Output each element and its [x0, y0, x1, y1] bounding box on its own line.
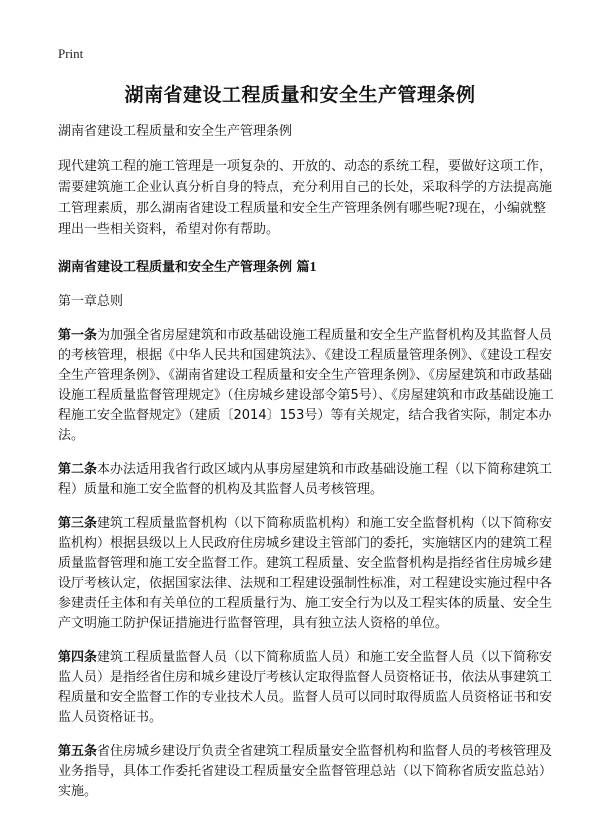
print-link[interactable]: Print — [58, 46, 84, 61]
article-text: 省住房城乡建设厅负责全省建筑工程质量安全监督机构和监督人员的考核管理及业务指导，具体工作委托省建设工程质量安全监督管理总站（以下简称省质安监总站）实施。 — [58, 744, 553, 799]
chapter-heading: 第一章总则 — [58, 294, 124, 309]
article-label: 第一条 — [58, 328, 98, 343]
document-body — [58, 122, 554, 816]
article-2 — [58, 460, 554, 500]
page-title: 湖南省建设工程质量和安全生产管理条例 — [124, 84, 476, 106]
article-1 — [58, 326, 554, 446]
article-5 — [58, 742, 554, 802]
article-4 — [58, 648, 554, 728]
article-label: 第三条 — [58, 516, 98, 531]
intro-paragraph: 现代建筑工程的施工管理是一项复杂的、开放的、动态的系统工程，要做好这项工作，需要建筑施工企业认真分析自身的特点，充分利用自己的长处，采取科学的方法提高施工管理素质，那么湖南省建设工程质量和安全生产管理条例有哪些呢?现在，小编就整理出一些相关资料，希望对你有帮助。 — [58, 159, 553, 237]
section-heading-text: 湖南省建设工程质量和安全生产管理条例 篇 — [58, 260, 310, 275]
document-subtitle: 湖南省建设工程质量和安全生产管理条例 — [58, 124, 293, 139]
article-label: 第四条 — [58, 650, 98, 665]
article-text: 建筑工程质量监督机构（以下简称质监机构）和施工安全监督机构（以下简称安监机构）根据县级以上人民政府住房城乡建设主管部门的委托，实施辖区内的建筑工程质量监督管理和施工安全监督工作。建筑工程质量、安全监督机构是指经省住房城乡建设厅考核认定，依据国家法律、法规和工程建设强制性标准，对工程建设实施过程中各参建责任主体和有关单位的工程质量行为、施工安全行为以及工程实体的质量、安全生产文明施工防护保证措施进行监督管理，具有独立法人资格的单位。 — [58, 516, 553, 631]
article-label: 第二条 — [58, 462, 98, 477]
article-label: 第五条 — [58, 744, 98, 759]
section-heading-number: 1 — [309, 260, 317, 275]
section-heading — [58, 258, 554, 278]
article-text: 为加强全省房屋建筑和市政基础设施工程质量和安全生产监督机构及其监督人员的考核管理，根据《中华人民共和国建筑法》、《建设工程质量管理条例》、《建设工程安全生产管理条例》、《湖南省建设工程质量和安全生产管理条例》、《房屋建筑和市政基础设施工程质量监督管理规定》（住房城乡建设部令第5号）、《房屋建筑和市政基础设施工程施工安全监督规定》（建质〔2014〕153号）等有关规定，结合我省实际，制定本办法。 — [58, 328, 554, 443]
article-text: 本办法适用我省行政区域内从事房屋建筑和市政基础设施工程（以下简称建筑工程）质量和施工安全监督的机构及其监督人员考核管理。 — [58, 462, 553, 497]
article-text: 建筑工程质量监督人员（以下简称质监人员）和施工安全监督人员（以下简称安监人员）是指经省住房和城乡建设厅考核认定取得监督人员资格证书，依法从事建筑工程质量和安全监督工作的专业技术人员。监督人员可以同时取得质监人员资格证书和安监人员资格证书。 — [58, 650, 553, 725]
article-3 — [58, 514, 554, 634]
